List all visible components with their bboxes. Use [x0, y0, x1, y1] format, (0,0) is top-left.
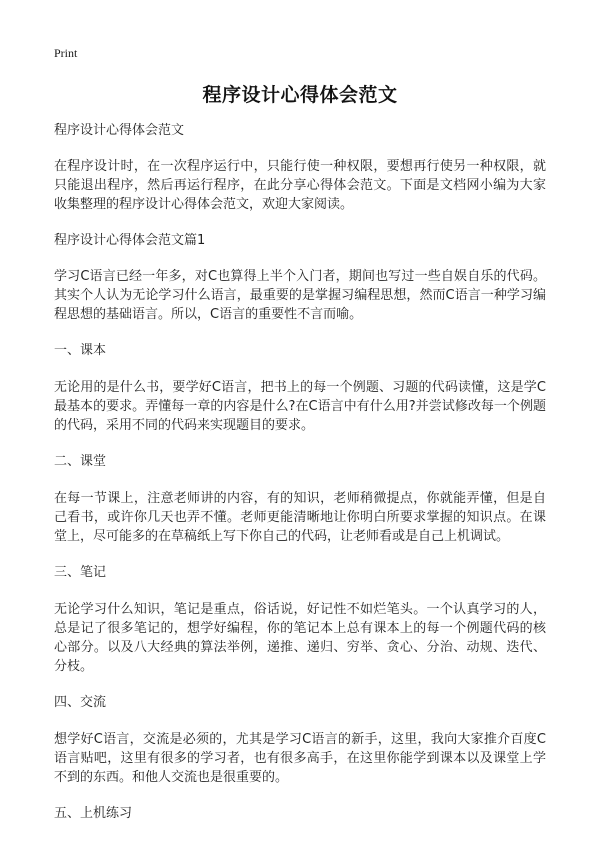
part-title: 程序设计心得体会范文篇1 [54, 233, 206, 248]
section-text-textbook: 无论用的是什么书，要学好C语言，把书上的每一个例题、习题的代码读懂，这是学C最基本的要求。弄懂每一章的内容是什么?在C语言中有什么用?并尝试修改每一个例题的代码，采用不同的代码来实现题目的要求。 [54, 380, 546, 433]
section-heading-practice: 五、上机练习 [54, 806, 133, 821]
print-link[interactable]: Print [54, 46, 78, 60]
document-body [54, 121, 546, 841]
document-subtitle: 程序设计心得体会范文 [54, 123, 185, 138]
part-intro-paragraph: 学习C语言已经一年多，对C也算得上半个入门者，期间也写过一些自娱自乐的代码。其实个人认为无论学习什么语言，最重要的是掌握习编程思想，然而C语言一种学习编程思想的基础语言。所以，C语言的重要性不言而喻。 [54, 269, 546, 322]
section-text-communication: 想学好C语言，交流是必须的，尤其是学习C语言的新手，这里，我向大家推介百度C语言贴吧，这里有很多的学习者，也有很多高手，在这里你能学到课本以及课堂上学不到的东西。和他人交流也是很重要的。 [54, 732, 546, 785]
intro-paragraph: 在程序设计时，在一次程序运行中，只能行使一种权限，要想再行使另一种权限，就只能退出程序，然后再运行程序，在此分享心得体会范文。下面是文档网小编为大家收集整理的程序设计心得体会范文，欢迎大家阅读。 [54, 159, 546, 212]
section-text-classroom: 在每一节课上，注意老师讲的内容，有的知识，老师稍微提点，你就能弄懂，但是自己看书，或许你几天也弄不懂。老师更能清晰地让你明白所要求掌握的知识点。在课堂上，尽可能多的在草稿纸上写下你自己的代码，让老师看或是自己上机调试。 [54, 491, 546, 544]
section-heading-textbook: 一、课本 [54, 343, 107, 358]
section-heading-communication: 四、交流 [54, 695, 107, 710]
page-title: 程序设计心得体会范文 [202, 84, 398, 106]
section-heading-classroom: 二、课堂 [54, 454, 107, 469]
section-text-notes: 无论学习什么知识，笔记是重点，俗话说，好记性不如烂笔头。一个认真学习的人，总是记了很多笔记的，想学好编程，你的笔记本上总有课本上的每一个例题代码的核心部分。以及八大经典的算法举例，递推、递归、穷举、贪心、分治、动规、迭代、分枝。 [54, 602, 546, 674]
section-heading-notes: 三、笔记 [54, 565, 107, 580]
